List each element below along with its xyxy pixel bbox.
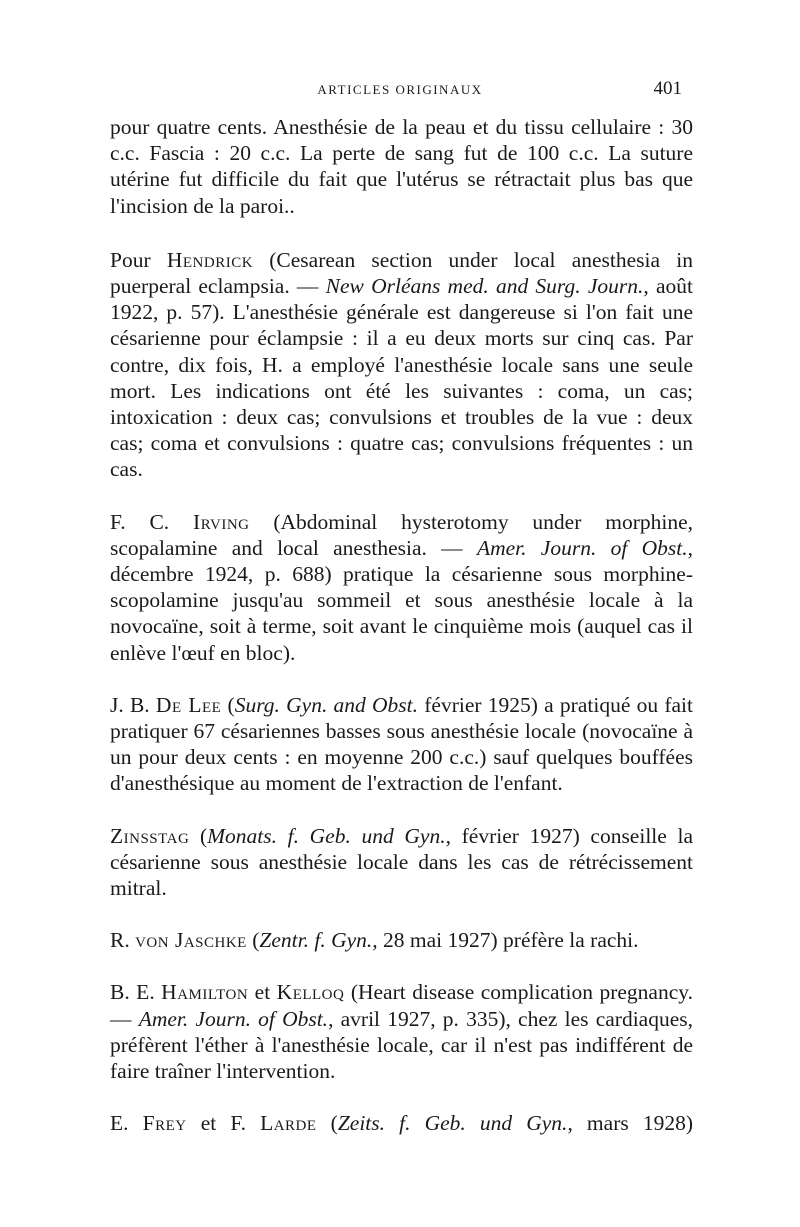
paragraph-2 bbox=[110, 247, 693, 483]
body-text bbox=[110, 114, 693, 1137]
open-paren: ( bbox=[246, 928, 260, 953]
paragraph-8-body: , mars 1928) bbox=[567, 1111, 693, 1136]
author-name: Frey bbox=[142, 1111, 187, 1136]
paragraph-5 bbox=[110, 823, 693, 902]
conjunction: et F. bbox=[186, 1111, 261, 1136]
paragraph-3 bbox=[110, 509, 693, 666]
journal-name: Zentr. f. Gyn. bbox=[259, 928, 373, 953]
journal-name: Amer. Journ. of Obst. bbox=[138, 1006, 329, 1031]
paragraph-4-body: février 1925) a pratiqué ou fait pratiquer 67 césariennes basses sous anesthésie locale (novocaïne à un pour deux cents : en moyenne 200 c.c.) sauf quelques bouffées d'anesthésique au moment de l'extraction de l'enfant. bbox=[110, 692, 693, 796]
author-name: Zinsstag bbox=[110, 823, 190, 848]
paragraph-7-body: , avril 1927, p. 335), chez les cardiaques, préfèrent l'éther à l'anesthésie locale, car il n'est pas indifférent de faire traîner l'intervention. bbox=[110, 1006, 693, 1084]
paragraph-3-body: , décembre 1924, p. 688) pratique la césarienne sous morphine-scopolamine jusqu'au sommeil et sous anesthésie locale à la novocaïne, soit à terme, soit avant le cinquième mois (auquel cas il enlève l'œuf en bloc). bbox=[110, 535, 694, 665]
paragraph-7-lead: B. E. bbox=[110, 980, 162, 1005]
paragraph-6-body: , 28 mai 1927) préfère la rachi. bbox=[372, 928, 639, 953]
author-name: Hamilton bbox=[161, 980, 249, 1005]
paragraph-2-lead: Pour bbox=[110, 247, 167, 272]
paragraph-6 bbox=[110, 927, 693, 953]
running-title: ARTICLES ORIGINAUX bbox=[317, 82, 483, 97]
open-paren: ( bbox=[221, 692, 235, 717]
journal-name: Amer. Journ. of Obst. bbox=[476, 535, 688, 560]
reference-title: (Abdominal hysterotomy under morphine, scopalamine and local anesthesia. — bbox=[110, 509, 694, 560]
paragraph-1-text: pour quatre cents. Anesthésie de la peau et du tissu cellulaire : 30 c.c. Fascia : 20 c.c. La perte de sang fut de 100 c.c. La suture utérine fut difficile du fait que l'utérus se rétractait plus bas que l'incision de la paroi.. bbox=[110, 115, 693, 218]
paragraph-1 bbox=[110, 114, 693, 219]
journal-name: New Orléans med. and Surg. Journ. bbox=[325, 274, 644, 299]
paragraph-3-lead: F. C. bbox=[110, 509, 194, 534]
reference-title: (Cesarean section under local anesthesia in puerperal eclampsia. — bbox=[110, 247, 694, 299]
paragraph-8 bbox=[110, 1110, 693, 1136]
page-number: 401 bbox=[653, 78, 682, 99]
author-name: Irving bbox=[193, 509, 250, 534]
open-paren: ( bbox=[189, 823, 208, 848]
paragraph-4 bbox=[110, 692, 693, 797]
paragraph-7 bbox=[110, 979, 693, 1084]
paragraph-6-lead: R. bbox=[110, 928, 136, 953]
author-name: Larde bbox=[260, 1111, 317, 1136]
conjunction: et bbox=[248, 980, 277, 1005]
paragraph-8-lead: E. bbox=[110, 1111, 143, 1136]
author-name: Hendrick bbox=[166, 247, 254, 272]
reference-title: (Heart disease complication pregnancy. — bbox=[110, 980, 693, 1031]
author-name: De Lee bbox=[155, 692, 222, 717]
author-name: von Jaschke bbox=[135, 928, 247, 953]
journal-name: Monats. f. Geb. und Gyn. bbox=[207, 823, 446, 848]
paragraph-5-body: , février 1927) conseille la césarienne sous anesthésie locale dans les cas de rétrécissement mitral. bbox=[110, 823, 693, 901]
running-header bbox=[110, 78, 690, 102]
open-paren: ( bbox=[316, 1111, 338, 1136]
paragraph-4-lead: J. B. bbox=[110, 692, 156, 717]
journal-name: Zeits. f. Geb. und Gyn. bbox=[337, 1111, 568, 1136]
author-name: Kelloq bbox=[276, 980, 345, 1005]
paragraph-2-body: , août 1922, p. 57). L'anesthésie générale est dangereuse si l'on fait une césarienne pour éclampsie : il a eu deux morts sur cinq cas. Par contre, dix fois, H. a employé l'anesthésie locale sans une seule mort. Les indications ont été les suivantes : coma, un cas; intoxication : deux cas; convulsions et troubles de la vue : deux cas; coma et convulsions : quatre cas; convulsions fréquentes : un cas. bbox=[110, 274, 693, 482]
journal-name: Surg. Gyn. and Obst. bbox=[234, 692, 419, 717]
